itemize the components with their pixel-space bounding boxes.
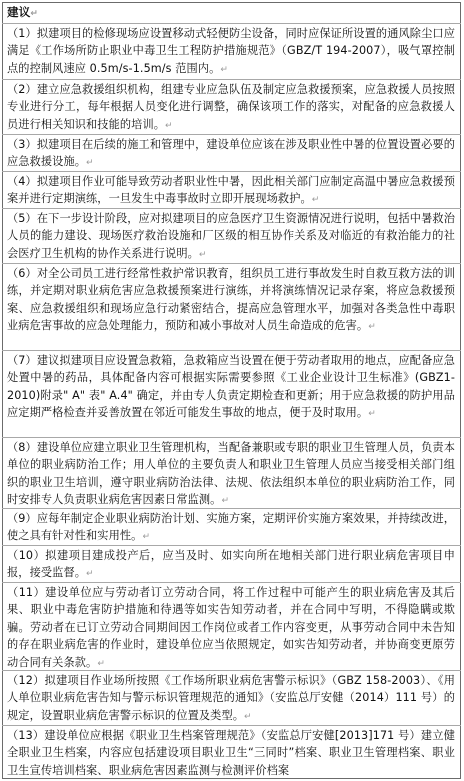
section-heading: 建议↵ <box>7 5 39 19</box>
divider <box>2 171 461 172</box>
paragraph: （7）建议拟建项目应设置急救箱，急救箱应当设置在便于劳动者取用的地点，应配备应急处置中暑的药品，具体配备内容可根据实际需要参照《工业企业设计卫生标准》(GBZ1-2010)附录" A" 表" A.4" 确定，并由专人负责定期检查和更新；用于应急救援的防护用品应定期严格检查并妥善放置在邻近可能发生事故的地点，便于及时取用。↵ <box>7 354 455 420</box>
divider <box>2 582 461 583</box>
divider <box>2 134 461 135</box>
paragraph: （13）建设单位应根据《职业卫生档案管理规范》（安监总厅安健[2013]171 号）建立健全职业卫生档案，内容应包括建设项目职业卫生“三同时”档案、职业卫生管理档案、职业卫生宣传培训档案、职业病危害因素监测与检测评价档案 <box>7 729 455 777</box>
paragraph-mark-icon: ↵ <box>220 64 229 75</box>
paragraph: （1）拟建项目的检修现场应设置移动式轻便防尘设备，同时应保证所设置的通风除尘口应满足《工作场所防止职业中毒卫生工程防护措施规范》（GBZ/T 194-2007），吸气罩控制点的控制风速应 0.5m/s-1.5m/s 范围内。↵ <box>7 27 455 75</box>
paragraph: （5）在下一步设计阶段，应对拟建项目的应急医疗卫生资源情况进行说明，包括中暑救治人员的能力建设、现场医疗救治设施和厂区级的相互协作关系及对临近的有救治能力的社会医疗卫生机构的协作关系进行说明。↵ <box>7 212 455 260</box>
divider <box>2 725 461 726</box>
divider <box>2 350 461 351</box>
paragraph: （4）拟建项目作业可能导致劳动者职业性中暑，因此相关部门应制定高温中暑应急救援预案并进行定期演练，一旦发生中毒事故时立即开展现场救护。↵ <box>7 175 455 206</box>
paragraph: （2）建立应急救援组织机构，组建专业应急队伍及制定应急救援预案，应急救援人员按照专业进行分工，每年根据人员变化进行调整，确保该项工作的落实，对配备的应急救援人员进行相关知识和技能的培训。↵ <box>7 83 455 131</box>
paragraph-mark-icon: ↵ <box>198 249 207 260</box>
paragraph-mark-icon: ↵ <box>221 496 230 507</box>
paragraph: （3）拟建项目在后续的施工和管理中，建设单位应该在涉及职业性中暑的位置设置必要的应急救援设施。↵ <box>7 138 455 169</box>
divider <box>2 263 461 264</box>
paragraph: （6）对全公司员工进行经常性救护常识教育，组织员工进行事故发生时自救互救方法的训练，并定期对职业病危害应急救援预案进行演练，并将演练情况记录存案，将应急救援预案、应急救援组织和现场应急行动紧密结合，提高应急管理水平，加强对各类急性中毒职业病危害事故的应急处理能力，预防和减小事故对人员生命造成的危害。↵ <box>7 267 455 333</box>
paragraph-mark-icon: ↵ <box>165 120 173 131</box>
paragraph: （9）应每年制定企业职业病防治计划、实施方案，定期评价实施方案效果，并持续改进，使之具有针对性和实用性。↵ <box>7 512 455 543</box>
paragraph: （8）建设单位应建立职业卫生管理机构，当配备兼职或专职的职业卫生管理人员，负责本单位的职业病防治工作；用人单位的主要负责人和职业卫生管理人员应当接受相关部门组织的职业卫生培训，遵守职业病防治法律、法规、依法组织本单位的职业病防治工作，同时安排专人负责职业病危害因素日常监测。↵ <box>7 441 455 507</box>
divider <box>2 545 461 546</box>
paragraph-mark-icon: ↵ <box>30 9 39 19</box>
paragraph: （10）拟建项目建成投产后，应当及时、如实向所在地相关部门进行职业病危害项目申报，接受监督。↵ <box>7 549 455 580</box>
paragraph-mark-icon: ↵ <box>368 409 376 420</box>
paragraph-mark-icon: ↵ <box>97 658 105 669</box>
paragraph: （12）拟建项目作业场所按照《工作场所职业病危害警示标识》（GBZ 158-2003）、《用人单位职业病危害告知与警示标识管理规范的通知》（安监总厅安健（2014）111 号）的规定，设置职业病危害警示标识的位置及类型。↵ <box>7 674 455 722</box>
divider <box>2 508 461 509</box>
divider <box>2 208 461 209</box>
divider <box>2 437 461 438</box>
divider <box>2 79 461 80</box>
paragraph-mark-icon: ↵ <box>368 322 376 333</box>
divider <box>2 23 461 24</box>
paragraph-mark-icon: ↵ <box>311 195 320 206</box>
paragraph: （11）建设单位应与劳动者订立劳动合同，将工作过程中可能产生的职业病危害及其后果、职业中毒危害防护措施和待遇等如实告知劳动者，并在合同中写明，不得隐瞒或欺骗。劳动者在已订立劳动合同期间因工作岗位或者工作内容变更，从事劳动合同中未告知的存在职业病危害的作业时，建设单位应当依照规定，如实告知劳动者，并协商变更原劳动合同有关条款。↵ <box>7 586 455 669</box>
paragraph-mark-icon: ↵ <box>86 569 94 580</box>
paragraph-mark-icon: ↵ <box>142 532 151 543</box>
divider <box>2 670 461 671</box>
paragraph-mark-icon: ↵ <box>244 711 252 722</box>
paragraph-mark-icon: ↵ <box>86 158 94 169</box>
